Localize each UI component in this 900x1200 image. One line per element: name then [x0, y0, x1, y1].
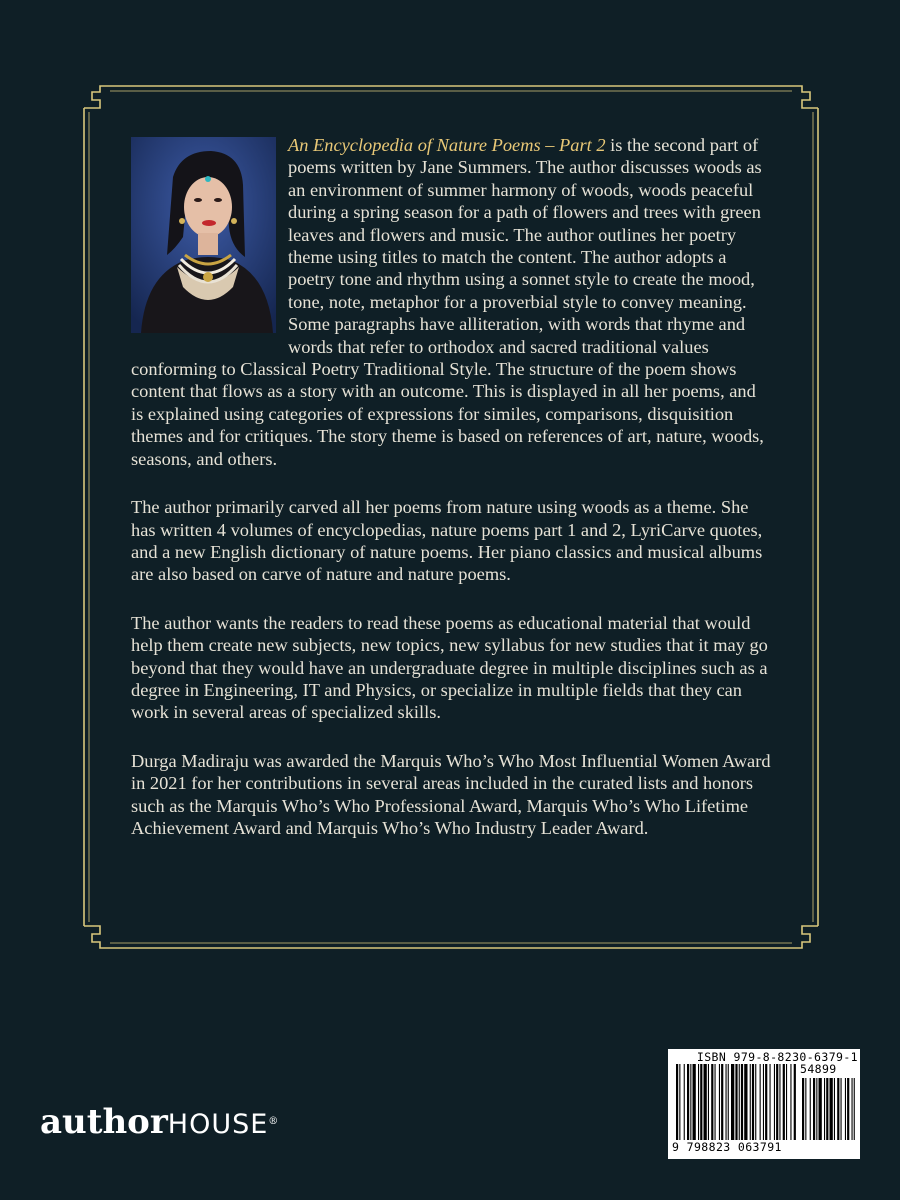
registered-mark: ®	[268, 1116, 279, 1127]
isbn-number: ISBN 979-8-8230-6379-1	[696, 1050, 858, 1064]
blurb-paragraph-1-text: is the second part of poems written by Jane Summers. The author discusses woods as an environment of summer harmony of woods, woods peaceful during a spring season for a path of flowers and trees with green leaves and flowers and music. The author outlines her poetry theme using titles to match the content. The author adopts a poetry tone and rhythm using a sonnet style to create the mood, tone, note, metaphor for a proverbial style to convey meaning. Some paragraphs have alliteration, with words that rhyme and words that refer to orthodox and sacred traditional values conforming to Classical Poetry Traditional Style. The structure of the poem shows content that flows as a story with an outcome. This is displayed in all her poems, and is explained using categories of expressions for similes, comparisons, disquisition themes and for critiques. The story theme is based on references of art, nature, woods, seasons, and others.	[131, 135, 764, 469]
ean-digits: 9 798823 063791	[672, 1140, 782, 1154]
blurb-paragraph-3: The author wants the readers to read these poems as educational material that would help them create new subjects, new topics, new syllabus for new studies that it may go beyond that they would have an undergraduate degree in multiple disciplines such as a degree in Engineering, IT and Physics, or specialize in multiple fields that they can work in several areas of specialized skills.	[131, 612, 768, 723]
blurb-paragraph-4: Durga Madiraju was awarded the Marquis Who’s Who Most Influential Women Award in 2021 for her contributions in several areas included in the curated lists and honors such as the Marquis Who’s Who Professional Award, Marquis Who’s Who Lifetime Achievement Award and Marquis Who’s Who Industry Leader Award.	[131, 750, 771, 838]
logo-house-text: HOUSE	[167, 1109, 269, 1140]
logo-author-text: author	[40, 1102, 168, 1142]
price-code: 54899	[800, 1062, 837, 1076]
book-title: An Encyclopedia of Nature Poems – Part 2	[288, 135, 606, 155]
blurb-paragraph-2: The author primarily carved all her poems from nature using woods as a theme. She has written 4 volumes of encyclopedias, nature poems part 1 and 2, LyriCarve quotes, and a new English dictionary of nature poems. Her piano classics and musical albums are also based on carve of nature and nature poems.	[131, 497, 763, 585]
